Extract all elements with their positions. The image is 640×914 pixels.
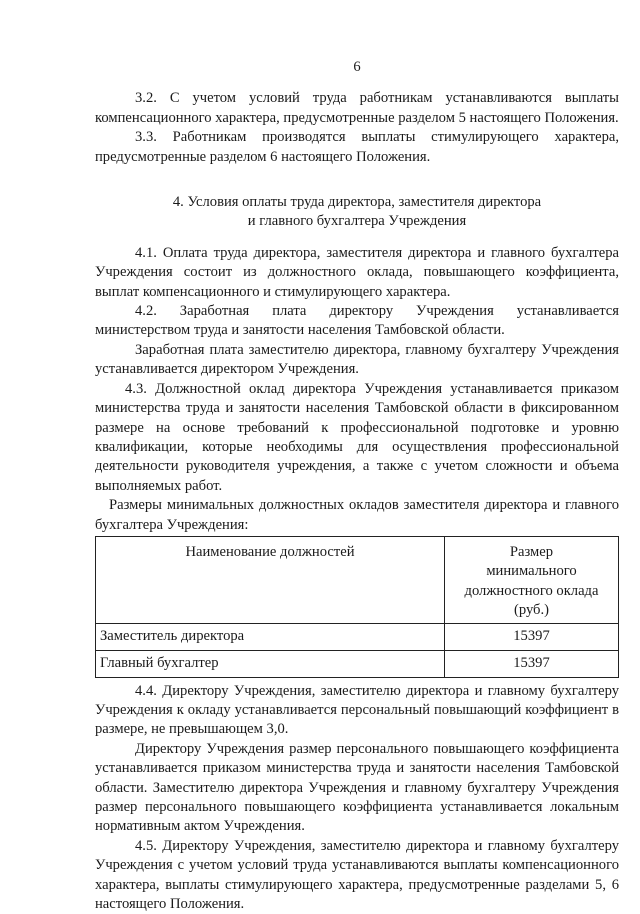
clause-4-4-paragraph-2: Директору Учреждения размер персонального повышающего коэффициента устанавливается приказом министерства труда и занятости населения Тамбовской области. Заместителю директора Учреждения и главному бухгалтеру Учреждения размер персонального повышающего коэффициента устанавливается локальным нормативным актом Учреждения. xyxy=(95,740,619,835)
section-4-heading-line-1: 4. Условия оплаты труда директора, заместителя директора xyxy=(172,194,542,211)
salary-table-header-row xyxy=(96,536,619,623)
salary-table-header-name: Наименование должностей xyxy=(96,536,445,623)
section-4-heading-line-2: и главного бухгалтера Учреждения xyxy=(247,213,467,230)
clause-4-4: 4.4. Директору Учреждения, заместителю директора и главному бухгалтеру Учреждения к окладу устанавливается персональный повышающий коэффициент в размере, не превышающем 3,0. xyxy=(95,682,619,738)
clause-3-3: 3.3. Работникам производятся выплаты стимулирующего характера, предусмотренные разделом 6 настоящего Положения. xyxy=(95,129,619,165)
clause-4-1: 4.1. Оплата труда директора, заместителя директора и главного бухгалтера Учреждения состоит из должностного оклада, повышающего коэффициента, выплат компенсационного и стимулирующего характера. xyxy=(95,244,619,300)
table-intro: Размеры минимальных должностных окладов заместителя директора и главного бухгалтера Учреждения: xyxy=(95,497,619,533)
salary-header-line: минимального xyxy=(486,563,577,580)
clause-3-2: 3.2. С учетом условий труда работникам устанавливаются выплаты компенсационного характера, предусмотренные разделом 5 настоящего Положения. xyxy=(95,90,619,126)
position-name-cell: Заместитель директора xyxy=(96,623,445,650)
salary-table-header-salary xyxy=(445,536,619,623)
salary-value-cell: 15397 xyxy=(445,650,619,677)
salary-header-line: (руб.) xyxy=(513,602,549,619)
clause-4-3: 4.3. Должностной оклад директора Учреждения устанавливается приказом министерства труда и занятости населения Тамбовской области в фиксированном размере на основе требований к профессиональной подготовке и уровню квалификации, которые необходимы для осуществления профессиональной деятельности руководителя учреждения, а также с учетом сложности и объема выполняемых работ. xyxy=(95,380,619,494)
salary-header-line: Размер xyxy=(509,543,554,560)
position-name-cell: Главный бухгалтер xyxy=(96,650,445,677)
salary-header-line: должностного оклада xyxy=(464,582,599,599)
clause-4-2-paragraph-2: Заработная плата заместителю директора, главному бухгалтеру Учреждения устанавливается директором Учреждения. xyxy=(95,341,619,378)
section-4-heading xyxy=(95,193,619,232)
clause-4-2: 4.2. Заработная плата директору Учреждения устанавливается министерством труда и занятости населения Тамбовской области. xyxy=(95,303,619,339)
table-row xyxy=(96,650,619,677)
section-gap xyxy=(95,167,619,183)
clause-4-5: 4.5. Директору Учреждения, заместителю директора и главному бухгалтеру Учреждения с учетом условий труда устанавливаются выплаты компенсационного характера, выплаты стимулирующего характера, предусмотренные разделами 5, 6 настоящего Положения. xyxy=(95,837,619,913)
salary-table xyxy=(95,536,619,678)
table-row xyxy=(96,623,619,650)
document-page xyxy=(95,58,619,914)
salary-value-cell: 15397 xyxy=(445,623,619,650)
page-number: 6 xyxy=(353,59,361,75)
